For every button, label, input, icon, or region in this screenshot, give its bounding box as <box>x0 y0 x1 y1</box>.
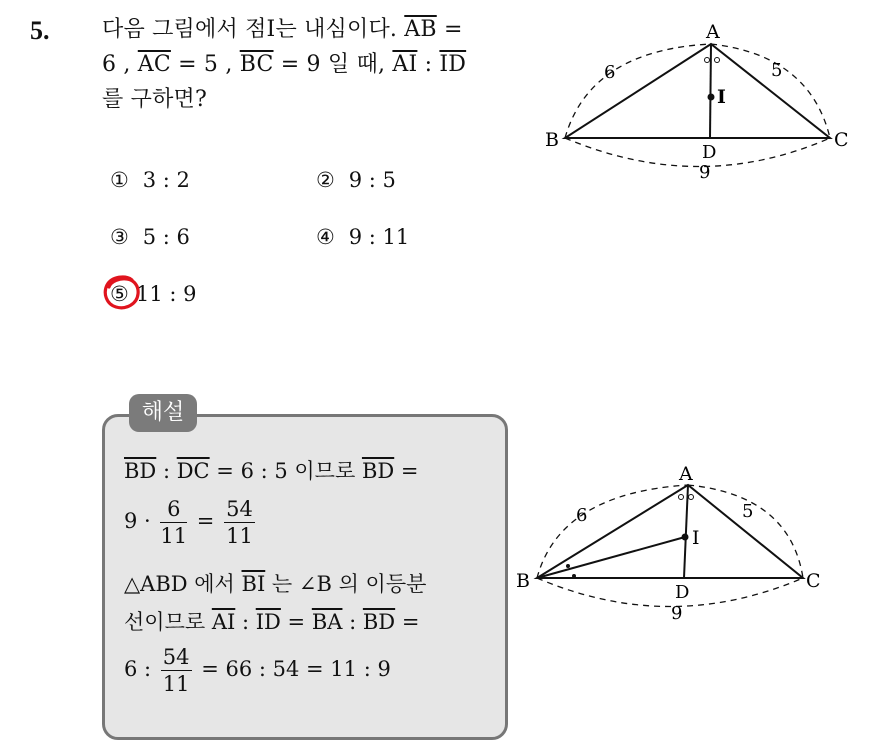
length-bc-label: 9 <box>699 162 711 182</box>
solution-line-3: △ABD 에서 $\overline{BI}$ 는 ∠B 의 이등분 <box>124 572 427 596</box>
vertex-a-label: A <box>679 463 693 485</box>
question-line-1: 다음 그림에서 점I는 내심이다. $\overline{AB}$ = <box>102 17 463 42</box>
vertex-b-label: B <box>516 570 530 592</box>
point-d-label: D <box>702 142 717 163</box>
length-bc-label: 9 <box>671 603 683 624</box>
answer-circle-mark <box>102 272 142 312</box>
segment-ac: $\overline{AC}$ <box>137 52 171 77</box>
question-text <box>102 12 466 117</box>
question-number: 5. <box>30 16 50 45</box>
segment-bc: $\overline{BC}$ <box>239 52 274 77</box>
length-ac-label: 5 <box>771 60 783 81</box>
choice-marker: ① <box>110 168 129 192</box>
choice-marker: ② <box>316 168 335 192</box>
incenter-i-label: I <box>692 527 700 549</box>
solution-line-5: 6 : $\frac{54}{11}$ = 66 : 54 = 11 : 9 <box>124 645 391 696</box>
incenter-i-label: I <box>717 86 726 108</box>
choice-marker: ④ <box>316 225 335 249</box>
solution-line-4: 선이므로 $\overline{AI}$ : $\overline{ID} = \overline{BA}$ : $\overline{BD}$ = <box>124 610 420 634</box>
segment-id: $\overline{ID}$ <box>439 52 467 77</box>
choice-marker: ③ <box>110 225 129 249</box>
choice-4[interactable]: ④ 9 : 11 <box>316 225 410 249</box>
solution-line-1: $\overline{BD}$ : $\overline{DC} = 6$ : 5 이므로 $\overline{BD}$ = <box>124 459 419 483</box>
choice-marker: ⑤ <box>110 282 129 306</box>
choice-2[interactable]: ② 9 : 5 <box>316 168 396 192</box>
question-line-2: 6 , $\overline{AC} = 5$ , $\overline{BC} = 9$ 일 때, $\overline{AI}$ : $\overline{ID}$ <box>102 52 467 77</box>
choice-1[interactable]: ① 3 : 2 <box>110 168 190 192</box>
segment-ai: $\overline{AI}$ <box>392 52 418 77</box>
segment-ab: $\overline{AB}$ <box>404 17 437 42</box>
vertex-b-label: B <box>545 129 559 151</box>
choice-3[interactable]: ③ 5 : 6 <box>110 225 190 249</box>
length-ab-label: 6 <box>604 62 616 83</box>
vertex-a-label: A <box>706 22 720 43</box>
fraction: $\frac{54}{11}$ <box>226 497 253 548</box>
triangle-figure-2 <box>512 462 832 627</box>
choice-5[interactable]: ⑤ 11 : 9 <box>110 282 197 306</box>
vertex-c-label: C <box>834 129 849 151</box>
question-line-3: 를 구하면? <box>102 87 207 112</box>
point-d-label: D <box>675 582 690 603</box>
solution-tag: 해설 <box>129 394 197 432</box>
fraction: $\frac{6}{11}$ <box>160 497 188 548</box>
fraction: $\frac{54}{11}$ <box>162 645 190 696</box>
length-ab-label: 6 <box>576 505 588 526</box>
length-ac-label: 5 <box>742 501 754 522</box>
solution-line-2: 9 · $\frac{6}{11}$ = $\frac{54}{11}$ <box>124 497 253 548</box>
triangle-figure-1 <box>538 22 858 182</box>
vertex-c-label: C <box>806 570 821 592</box>
